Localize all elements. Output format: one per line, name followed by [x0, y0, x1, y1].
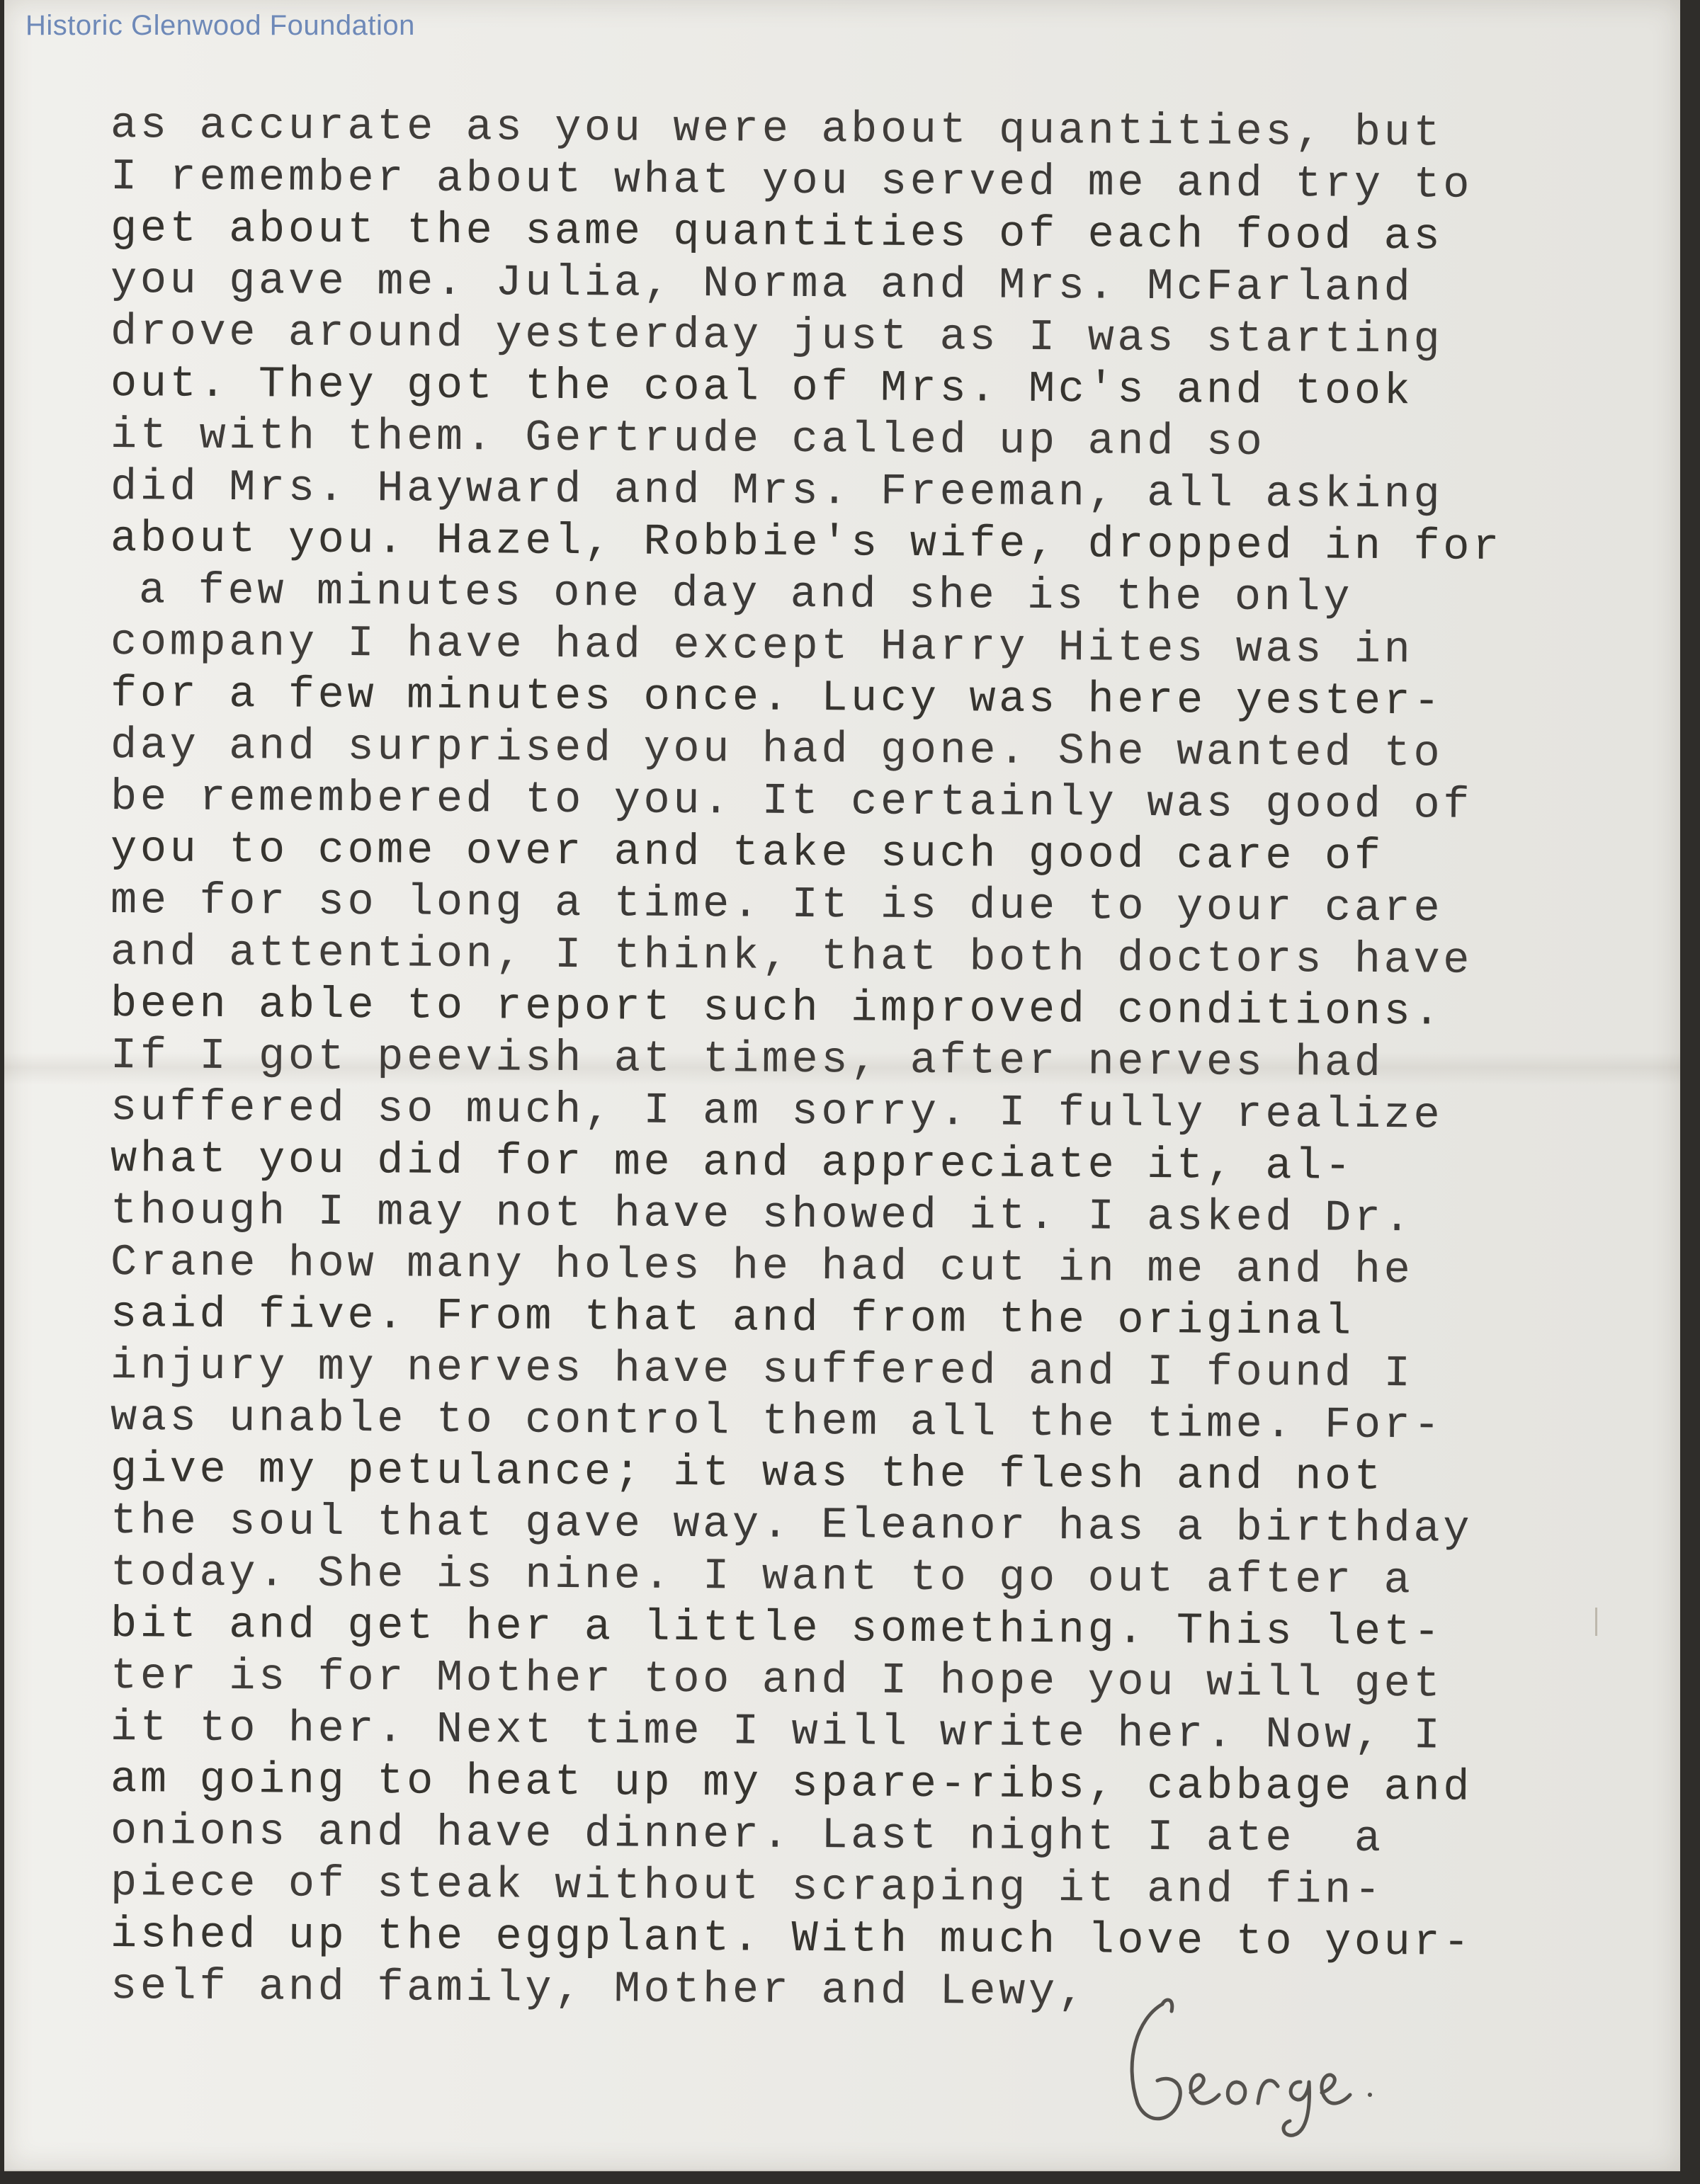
letter-line: ter is for Mother too and I hope you will get: [110, 1651, 1444, 1710]
letter-line: you gave me. Julia, Norma and Mrs. McFarland: [110, 255, 1414, 314]
letter-line: drove around yesterday just as I was starting: [110, 307, 1444, 365]
letter-line: company I have had except Harry Hites was in: [110, 617, 1414, 676]
letter-line: day and surprised you had gone. She wanted to: [110, 720, 1444, 779]
letter-line: I remember about what you served me and try to: [110, 152, 1473, 210]
letter-line: piece of steak without scraping it and fin-: [110, 1858, 1384, 1916]
letter-line: for a few minutes once. Lucy was here yester-: [110, 669, 1444, 727]
letter-line: bit and get her a little something. This let-: [110, 1599, 1444, 1658]
letter-line: though I may not have showed it. I asked Dr.: [110, 1185, 1414, 1244]
letter-line: what you did for me and appreciate it, al-: [110, 1134, 1355, 1192]
fold-mark: [1595, 1608, 1597, 1636]
letter-line: a few minutes one day and she is the only: [138, 565, 1354, 623]
letter-body: [110, 99, 1612, 2018]
letter-line: get about the same quantities of each food as: [110, 203, 1444, 262]
letter-line: said five. From that and from the original: [110, 1289, 1355, 1347]
letter-line: been able to report such improved conditions.: [110, 979, 1444, 1037]
letter-line: did Mrs. Hayward and Mrs. Freeman, all asking: [110, 462, 1444, 521]
letter-line: be remembered to you. It certainly was good of: [110, 772, 1473, 831]
letter-line: give my petulance; it was the flesh and not: [110, 1444, 1384, 1502]
letter-line: self and family, Mother and Lewy,: [110, 1961, 1088, 2018]
letter-line: was unable to control them all the time. For-: [110, 1392, 1444, 1451]
letter-line: injury my nerves have suffered and I found I: [110, 1341, 1414, 1399]
letter-line: ished up the eggplant. With much love to your-: [110, 1909, 1473, 1968]
letter-line: and attention, I think, that both doctors have: [110, 927, 1473, 986]
letter-line: it with them. Gertrude called up and so: [110, 410, 1266, 467]
letter-line: as accurate as you were about quantities, but: [110, 100, 1444, 159]
letter-line: you to come over and take such good care of: [110, 824, 1384, 882]
letter-page: [4, 0, 1680, 2171]
letter-line: am going to heat up my spare-ribs, cabbage and: [110, 1754, 1473, 1813]
letter-line: today. She is nine. I want to go out after a: [110, 1547, 1414, 1606]
handwritten-signature: [1095, 1976, 1463, 2146]
letter-line: it to her. Next time I will write her. Now, I: [110, 1702, 1444, 1761]
watermark: Historic Glenwood Foundation: [26, 10, 415, 41]
letter-line: suffered so much, I am sorry. I fully realize: [110, 1082, 1444, 1141]
letter-line: Crane how many holes he had cut in me and he: [110, 1237, 1414, 1296]
letter-line: If I got peevish at times, after nerves had: [110, 1030, 1384, 1088]
letter-line: out. They got the coal of Mrs. Mc's and took: [110, 358, 1414, 417]
letter-line: me for so long a time. It is due to your care: [110, 875, 1444, 934]
letter-line: about you. Hazel, Robbie's wife, dropped in for: [110, 513, 1503, 573]
letter-line: onions and have dinner. Last night I ate a: [110, 1806, 1384, 1864]
letter-line: the soul that gave way. Eleanor has a birthday: [110, 1496, 1473, 1554]
